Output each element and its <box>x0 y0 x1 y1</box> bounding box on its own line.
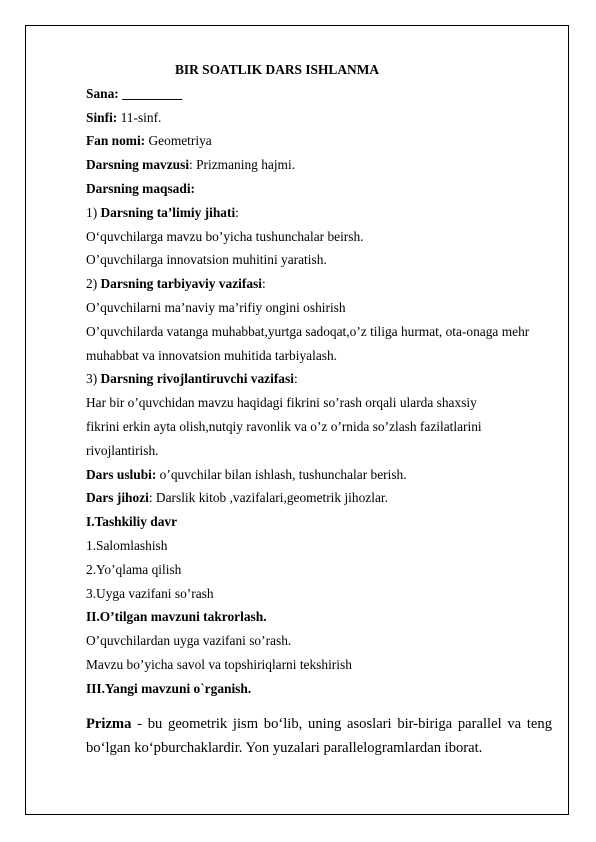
subject-label: Fan nomi: <box>86 133 146 149</box>
goal-1-number: 1) <box>86 204 101 220</box>
goal-2-item: O’quvchilarda vatanga muhabbat,yurtga sadoqat,o’z tiliga hurmat, ota-onaga mehr muhabbat va innovatsion muhitida tarbiyalash. <box>86 323 530 363</box>
goal-2-colon: : <box>261 276 266 292</box>
topic-label: Darsning mavzusi <box>86 157 190 173</box>
goal-3-item: fikrini erkin ayta olish,nutqiy ravonlik va o’z o’rnida so’zlash fazilatlarini rivojlantirish. <box>86 418 482 458</box>
goal-3-label: Darsning rivojlantiruvchi vazifasi <box>100 371 294 387</box>
section-1-item: 1.Salomlashish <box>86 537 168 553</box>
goal-2-heading <box>86 272 552 296</box>
class-field <box>86 106 552 130</box>
goal-1-label: Darsning ta’limiy jihati <box>100 204 236 220</box>
goal-2-item: O’quvchilarni ma’naviy ma’rifiy ongini oshirish <box>86 299 346 315</box>
goal-3-heading <box>86 367 552 391</box>
equipment-field <box>86 486 552 510</box>
goal-2-label: Darsning tarbiyaviy vazifasi <box>100 276 262 292</box>
goal-3-colon: : <box>293 371 298 387</box>
prism-term: Prizma <box>86 715 132 732</box>
section-2-heading: II.O’tilgan mavzuni takrorlash. <box>86 609 267 625</box>
prism-definition-text: - bu geometrik jism bo‘lib, uning asoslari bir-biriga parallel va teng bo‘lgan ko‘pburchaklardir. Yon yuzalari parallelogramlardan iborat. <box>86 715 552 757</box>
document-title: BIR SOATLIK DARS ISHLANMA <box>175 62 379 77</box>
goal-3-item: Har bir o’quvchidan mavzu haqidagi fikrini so’rash orqali ularda shaxsiy <box>86 395 477 411</box>
method-label: Dars uslubi: <box>86 466 157 482</box>
goal-1-item: O’quvchilarga innovatsion muhitini yaratish. <box>86 252 327 268</box>
goal-3-number: 3) <box>86 371 101 387</box>
prism-definition <box>86 712 552 761</box>
section-1-heading: I.Tashkiliy davr <box>86 514 178 530</box>
goal-1-colon: : <box>235 204 239 220</box>
section-1-item: 3.Uyga vazifani so’rash <box>86 585 214 601</box>
method-value: o’quvchilar bilan ishlash, tushunchalar berish. <box>156 466 407 482</box>
equipment-value: : Darslik kitob ,vazifalari,geometrik jihozlar. <box>148 490 388 506</box>
topic-field <box>86 153 552 177</box>
section-2-item: O’quvchilardan uyga vazifani so’rash. <box>86 633 292 649</box>
date-field: Sana: _________ <box>86 85 183 101</box>
goal-1-heading <box>86 201 552 225</box>
goal-1-item: O‘quvchilarga mavzu bo’yicha tushunchalar beirsh. <box>86 228 364 244</box>
goal-2-number: 2) <box>86 276 101 292</box>
method-field <box>86 463 552 487</box>
topic-value: : Prizmaning hajmi. <box>189 157 296 173</box>
goals-heading: Darsning maqsadi: <box>86 180 196 196</box>
subject-field <box>86 129 552 153</box>
class-value: 11-sinf. <box>117 109 162 125</box>
subject-value: Geometriya <box>145 133 212 149</box>
section-1-item: 2.Yo’qlama qilish <box>86 561 182 577</box>
section-2-item: Mavzu bo’yicha savol va topshiriqlarni tekshirish <box>86 656 352 672</box>
equipment-label: Dars jihozi <box>86 490 149 506</box>
section-3-heading: III.Yangi mavzuni o`rganish. <box>86 680 252 696</box>
lesson-plan <box>86 58 552 761</box>
class-label: Sinfi: <box>86 109 118 125</box>
